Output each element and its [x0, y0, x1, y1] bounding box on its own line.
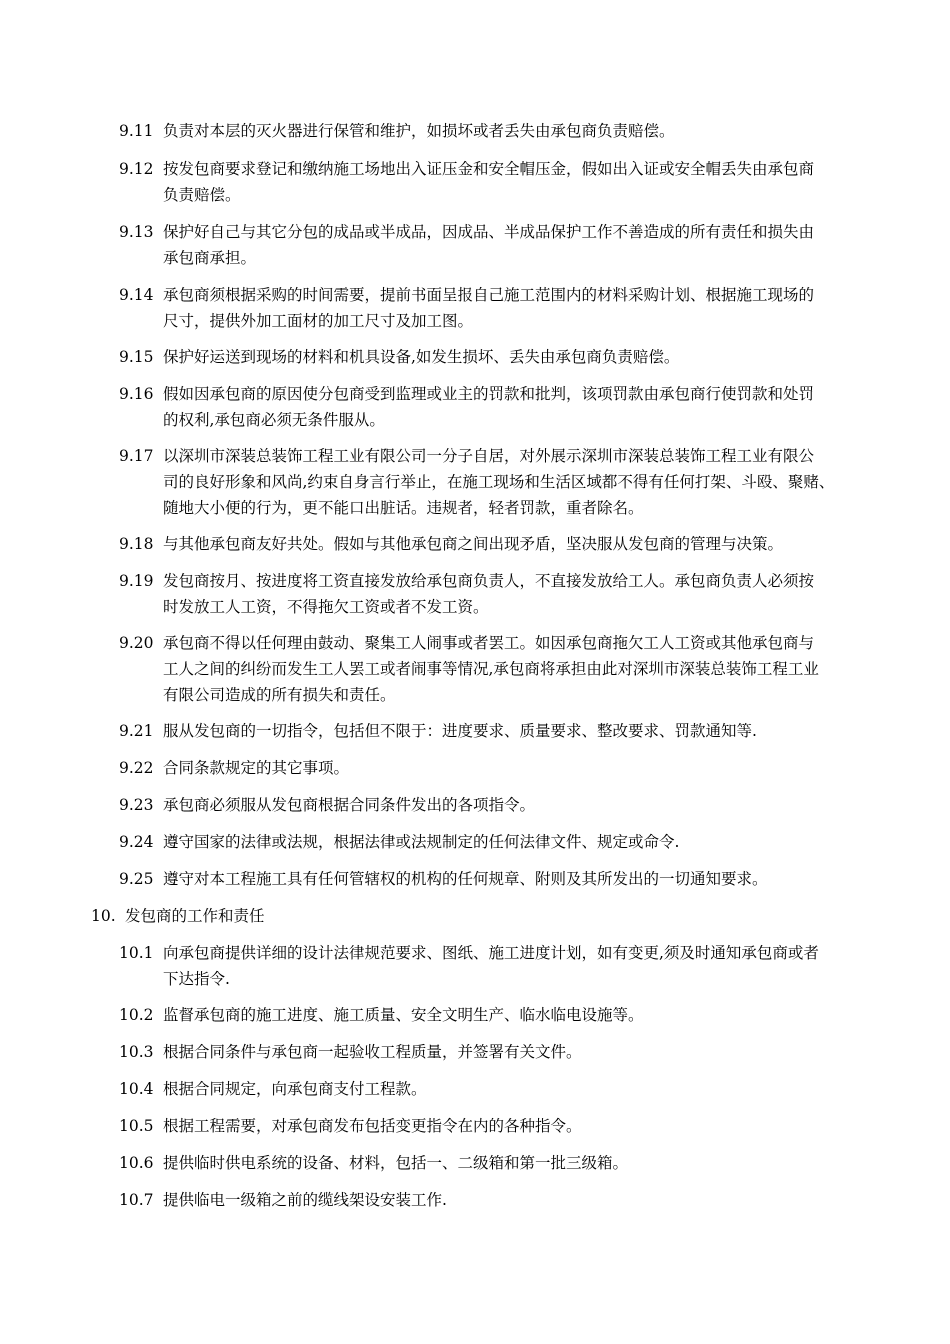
clause-9-15: [119, 344, 899, 370]
section-10-heading: [91, 903, 265, 929]
clause-text: 承包商不得以任何理由鼓动、聚集工人闹事或者罢工。如因承包商拖欠工人工资或其他承包商与 工人之间的纠纷而发生工人罢工或者闹事等情况,承包商将承担由此对深圳市深装总装饰工程工业 有限公司造成的所有损失和责任。: [163, 634, 819, 704]
clause-9-24: [119, 829, 899, 855]
clause-9-21: [119, 718, 899, 744]
clause-9-11: [119, 118, 899, 144]
clause-text: 提供临时供电系统的设备、材料，包括一、二级箱和第一批三级箱。: [163, 1154, 629, 1172]
clause-number: 10.3: [119, 1043, 154, 1061]
clause-9-19: [119, 568, 899, 620]
clause-number: 10.1: [119, 944, 154, 962]
clause-number: 10.2: [119, 1006, 154, 1024]
clause-9-20: [119, 630, 899, 708]
clause-number: 9.19: [119, 572, 154, 590]
clause-9-17: [119, 443, 899, 521]
clause-text: 承包商必须服从发包商根据合同条件发出的各项指令。: [163, 796, 536, 814]
clause-10-1: [119, 940, 899, 992]
clause-text: 合同条款规定的其它事项。: [163, 759, 350, 777]
clause-text: 承包商须根据采购的时间需要，提前书面呈报自己施工范围内的材料采购计划、根据施工现场的 尺寸，提供外加工面材的加工尺寸及加工图。: [163, 286, 815, 330]
clause-text: 根据合同规定，向承包商支付工程款。: [163, 1080, 427, 1098]
clause-number: 9.22: [119, 759, 154, 777]
clause-10-5: [119, 1113, 899, 1139]
clause-number: 9.25: [119, 870, 154, 888]
clause-number: 9.13: [119, 223, 154, 241]
clause-9-16: [119, 381, 899, 433]
clause-text: 遵守对本工程施工具有任何管辖权的机构的任何规章、附则及其所发出的一切通知要求。: [163, 870, 768, 888]
clause-10-6: [119, 1150, 899, 1176]
clause-number: 9.18: [119, 535, 154, 553]
clause-number: 9.23: [119, 796, 154, 814]
clause-text: 向承包商提供详细的设计法律规范要求、图纸、施工进度计划，如有变更,须及时通知承包商或者 下达指令.: [163, 944, 819, 988]
clause-text: 与其他承包商友好共处。假如与其他承包商之间出现矛盾，坚决服从发包商的管理与决策。: [163, 535, 784, 553]
clause-number: 9.11: [119, 122, 154, 140]
clause-number: 9.20: [119, 634, 154, 652]
clause-number: 9.15: [119, 348, 154, 366]
clause-number: 9.16: [119, 385, 154, 403]
clause-9-12: [119, 156, 899, 208]
clause-10-7: [119, 1187, 899, 1213]
clause-number: 9.12: [119, 160, 154, 178]
clause-number: 9.17: [119, 447, 154, 465]
clause-number: 10.6: [119, 1154, 154, 1172]
clause-text: 根据合同条件与承包商一起验收工程质量，并签署有关文件。: [163, 1043, 582, 1061]
clause-9-13: [119, 219, 899, 271]
clause-text: 遵守国家的法律或法规，根据法律或法规制定的任何法律文件、规定或命令.: [163, 833, 680, 851]
clause-9-18: [119, 531, 899, 557]
clause-text: 提供临电一级箱之前的缆线架设安装工作.: [163, 1191, 447, 1209]
clause-number: 10.5: [119, 1117, 154, 1135]
clause-text: 服从发包商的一切指令，包括但不限于：进度要求、质量要求、整改要求、罚款通知等.: [163, 722, 757, 740]
clause-text: 按发包商要求登记和缴纳施工场地出入证压金和安全帽压金，假如出入证或安全帽丢失由承包商 负责赔偿。: [163, 160, 815, 204]
clause-number: 10.7: [119, 1191, 154, 1209]
clause-text: 根据工程需要，对承包商发布包括变更指令在内的各种指令。: [163, 1117, 582, 1135]
clause-number: 10.4: [119, 1080, 154, 1098]
clause-10-2: [119, 1002, 899, 1028]
section-number: 10.: [91, 907, 116, 925]
clause-text: 假如因承包商的原因使分包商受到监理或业主的罚款和批判，该项罚款由承包商行使罚款和处罚 的权利,承包商必须无条件服从。: [163, 385, 815, 429]
clause-text: 负责对本层的灭火器进行保管和维护，如损坏或者丢失由承包商负责赔偿。: [163, 122, 675, 140]
clause-text: 监督承包商的施工进度、施工质量、安全文明生产、临水临电设施等。: [163, 1006, 644, 1024]
clause-text: 以深圳市深装总装饰工程工业有限公司一分子自居，对外展示深圳市深装总装饰工程工业有限公 司的良好形象和风尚,约束自身言行举止，在施工现场和生活区域都不得有任何打架、斗殴、聚赌、 随地大小便的行为，更不能口出脏话。违规者，轻者罚款，重者除名。: [163, 447, 835, 517]
clause-number: 9.21: [119, 722, 154, 740]
clause-9-23: [119, 792, 899, 818]
clause-10-3: [119, 1039, 899, 1065]
clause-10-4: [119, 1076, 899, 1102]
clause-text: 保护好运送到现场的材料和机具设备,如发生损坏、丢失由承包商负责赔偿。: [163, 348, 680, 366]
clause-text: 保护好自己与其它分包的成品或半成品，因成品、半成品保护工作不善造成的所有责任和损失由 承包商承担。: [163, 223, 815, 267]
clause-9-25: [119, 866, 899, 892]
section-title: 发包商的工作和责任: [125, 907, 265, 925]
clause-9-14: [119, 282, 899, 334]
clause-text: 发包商按月、按进度将工资直接发放给承包商负责人，不直接发放给工人。承包商负责人必须按 时发放工人工资，不得拖欠工资或者不发工资。: [163, 572, 815, 616]
clause-number: 9.24: [119, 833, 154, 851]
clause-9-22: [119, 755, 899, 781]
clause-number: 9.14: [119, 286, 154, 304]
